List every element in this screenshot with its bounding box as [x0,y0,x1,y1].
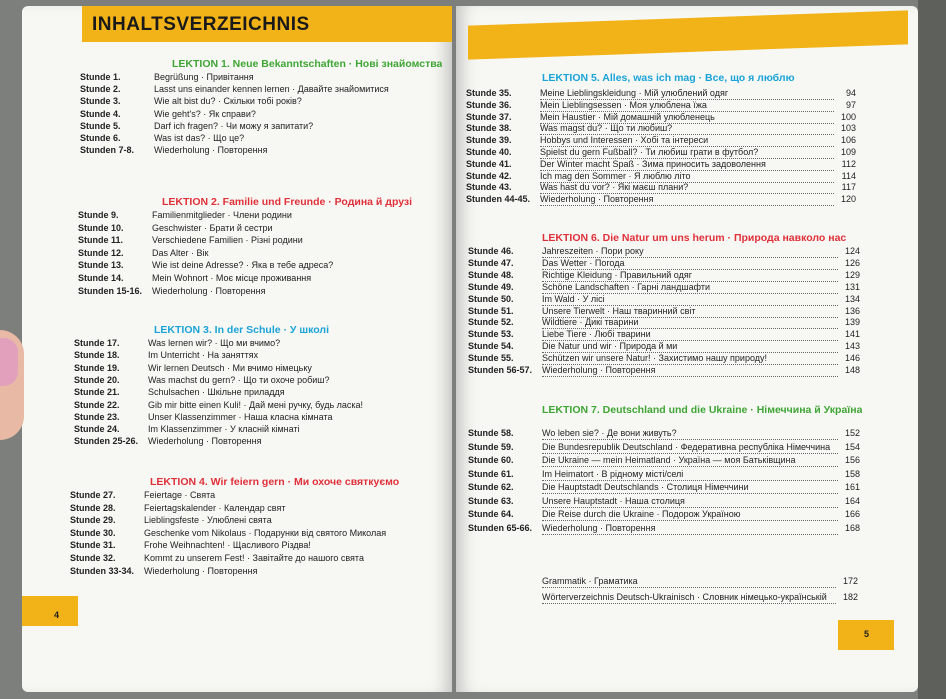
toc-entry-page: 117 [841,182,856,193]
toc-entry-label: Stunde 12. [78,247,124,258]
toc-entry-label: Stunde 51. [468,305,514,316]
toc-entry [80,145,440,156]
toc-entry [80,121,440,132]
toc-entry-title: Wiederholung · Повторення [148,436,262,447]
toc-entry-title: Gib mir bitte einen Kuli! · Дай мені ручку, будь ласка! [148,399,364,410]
toc-entry-page: 168 [844,522,860,533]
toc-entry-label: Stunde 43. [466,182,512,193]
toc-entry [468,258,860,269]
toc-entry-title: Frohe Weihnachten! · Щасливого Різдва! [144,540,311,551]
toc-entry-title: Hobbys und Interessen · Хобі та інтереси [540,135,834,147]
toc-entry-title: Grammatik · Граматика [542,576,836,588]
toc-entry-title: Schulsachen · Шкільне приладдя [148,387,285,398]
toc-entry [74,412,434,423]
toc-entry-label: Stunde 40. [466,147,512,157]
toc-entry-label: Stunde 36. [466,99,512,110]
toc-entry-label: Stunde 18. [74,350,120,361]
toc-entry-title: Was hast du vor? · Які маєш плани? [540,182,834,194]
toc-entry-title: Im Heimatort · В рідному місті/селі [542,469,838,481]
toc-entry [468,270,860,281]
toc-entry-page: 156 [844,455,860,465]
toc-entry-title: Wir lernen Deutsch · Ми вчимо німецьку [148,362,312,373]
toc-entry [466,112,856,123]
toc-entry [468,306,860,317]
toc-entry [80,72,440,83]
lesson-heading: LEKTION 3. In der Schule · У школі [154,324,329,336]
toc-entry-title: Das Alter · Вік [152,247,209,258]
toc-entry-title: Wo leben sie? · Де вони живуть? [542,428,838,440]
toc-entry-title: Richtige Kleidung · Правильний одяг [542,270,838,282]
toc-entry-title: Wiederholung · Повторення [152,285,266,296]
toc-entry-page: 182 [842,592,858,602]
toc-entry [468,428,860,439]
toc-entry-title: Jahreszeiten · Пори року [542,246,838,258]
toc-entry-page: 141 [844,329,860,340]
toc-entry-title: Wie ist deine Adresse? · Яка в тебе адреса? [152,260,334,271]
toc-entry-label: Stunde 11. [78,235,124,246]
toc-entry [78,248,434,259]
toc-entry-page: 124 [844,246,860,256]
toc-entry [466,171,856,182]
toc-entry-label: Stunde 47. [468,257,514,268]
toc-entry [468,246,860,257]
toc-entry [78,235,434,246]
toc-entry-label: Stunde 27. [70,490,116,500]
toc-entry-title: Feiertage · Свята [144,490,216,500]
toc-entry-label: Stunde 63. [468,495,514,506]
toc-entry-title: Unser Klassenzimmer · Наша класна кімната [148,411,333,422]
toc-entry-label: Stunde 3. [80,96,121,107]
toc-entry [468,523,860,534]
toc-entry-label: Stunde 60. [468,455,514,465]
toc-entry [78,273,434,284]
toc-entry-title: Liebe Tiere · Любі тварини [542,329,838,341]
lesson-heading: LEKTION 5. Alles, was ich mag · Все, що я люблю [542,72,795,84]
toc-entry-label: Stunden 33-34. [70,565,135,576]
toc-entry-label: Stunde 30. [70,527,116,538]
toc-entry [468,353,860,364]
toc-entry-page: 120 [840,194,856,205]
toc-entry-label: Stunden 44-45. [466,194,531,205]
toc-entry [468,317,860,328]
lesson-heading: LEKTION 6. Die Natur um uns herum · Природа навколо нас [542,232,847,244]
toc-entry-page: 164 [844,495,860,506]
toc-entry-label: Stunde 29. [70,515,116,526]
toc-entry [468,482,860,493]
toc-entry-title: Lasst uns einander kennen lernen · Давайте знайомитися [154,84,389,95]
toc-entry [468,469,860,480]
toc-entry-label: Stunde 41. [466,158,512,169]
toc-entry-label: Stunden 15-16. [78,285,143,296]
toc-entry-page: 139 [844,317,860,328]
toc-entry-title: Geschwister · Брати й сестри [152,222,273,233]
toc-entry [466,147,856,158]
toc-entry-title: Unsere Tierwelt · Наш тваринний світ [542,306,838,318]
toc-entry [466,194,856,205]
toc-entry-label: Stunde 55. [468,353,514,364]
toc-entry-label: Stunde 31. [70,540,116,551]
toc-entry-title: Was lernen wir? · Що ми вчимо? [148,338,281,348]
toc-entry-title: Wiederholung · Повторення [542,523,838,535]
toc-entry-page: 146 [844,353,860,364]
toc-entry-label: Stunde 58. [468,428,514,438]
toc-entry-page: 114 [841,170,856,181]
toc-entry [468,294,860,305]
toc-entry-label: Stunde 32. [70,553,116,563]
toc-entry [80,96,440,107]
toc-entry-label: Stunde 5. [80,120,121,131]
toc-entry-label: Stunde 39. [466,135,512,146]
toc-entry [466,100,856,111]
toc-entry [468,455,860,466]
toc-entry [78,260,434,271]
toc-entry-title: Geschenke vom Nikolaus · Подарунки від святого Миколая [144,527,387,538]
toc-entry-page: 166 [844,509,860,519]
toc-entry-label: Stunde 6. [80,133,121,143]
toc-entry-page: 103 [840,123,856,134]
toc-entry [74,375,434,386]
toc-entry-label: Stunde 38. [466,123,512,134]
left-page [22,6,452,692]
lesson-heading: LEKTION 7. Deutschland und die Ukraine · Німеччина й Україна [542,404,863,416]
toc-entry [74,400,434,411]
toc-entry-label: Stunde 28. [70,502,116,513]
toc-entry-label: Stunde 64. [468,509,514,519]
toc-entry-label: Stunde 61. [468,468,514,479]
toc-entry [70,515,428,526]
toc-entry [542,576,858,587]
toc-entry [468,329,860,340]
toc-entry-label: Stunde 2. [80,84,121,95]
toc-entry-title: Begrüßung · Привітання [154,72,254,82]
toc-entry-label: Stunde 35. [466,88,512,98]
toc-entry-title: Die Natur und wir · Природа й ми [542,341,838,353]
toc-entry-title: Mein Haustier · Мій домашній улюбленець [540,112,834,124]
lesson-heading: LEKTION 4. Wir feiern gern · Ми охоче святкуємо [150,476,400,488]
toc-entry-label: Stunde 48. [468,269,514,280]
toc-entry-label: Stunde 62. [468,482,514,492]
toc-entry-label: Stunde 19. [74,362,120,373]
toc-entry-page: 143 [844,341,860,352]
toc-entry-title: Der Winter macht Spaß · Зима приносить задоволення [540,159,834,171]
toc-entry-title: Lieblingsfeste · Улюблені свята [144,515,272,526]
toc-entry-label: Stunden 7-8. [80,145,135,156]
toc-entry [468,442,860,453]
toc-entry [542,592,858,603]
toc-entry-title: Die Ukraine — mein Heimatland · Україна — моя Батьківщина [542,455,838,467]
toc-entry-title: Wie geht's? · Як справи? [154,108,256,119]
toc-entry-title: Wildtiere · Дикі тварини [542,317,838,329]
toc-entry [74,436,434,447]
toc-entry-label: Stunde 23. [74,411,120,422]
toc-entry-title: Die Bundesrepublik Deutschland · Федеративна республіка Німеччина [542,442,838,454]
toc-entry-page: 112 [841,158,856,169]
toc-entry-page: 97 [845,99,856,110]
toc-entry [78,210,434,221]
toc-entry-title: Ich mag den Sommer · Я люблю літо [540,171,834,183]
toc-entry-title: Wiederholung · Повторення [144,565,258,576]
toc-entry-label: Stunde 37. [466,111,512,122]
toc-entry-label: Stunde 20. [74,374,120,385]
fingernail [0,338,18,386]
toc-entry-label: Stunde 1. [80,72,121,82]
toc-entry [70,490,428,501]
toc-entry-label: Stunde 46. [468,246,514,256]
toc-entry-title: Darf ich fragen? · Чи можу я запитати? [154,120,314,131]
toc-entry-page: 131 [844,281,860,292]
toc-entry-label: Stunde 13. [78,260,124,271]
toc-entry-label: Stunde 24. [74,424,120,435]
toc-entry [468,496,860,507]
toc-entry-page: 148 [844,365,860,375]
toc-entry-label: Stunde 9. [78,210,119,220]
toc-entry-title: Feiertagskalender · Календар свят [144,502,286,513]
left-corner-tab [22,596,78,626]
toc-entry-page: 172 [842,576,858,586]
toc-entry-title: Was ist das? · Що це? [154,133,245,143]
toc-entry-label: Stunde 22. [74,399,120,410]
toc-entry [466,88,856,99]
right-title-bar [468,10,908,59]
toc-entry [466,182,856,193]
toc-entry-title: Die Hauptstadt Deutschlands · Столиця Німеччини [542,482,838,494]
toc-entry-page: 152 [844,428,860,438]
toc-entry-title: Im Wald · У лісі [542,294,838,306]
toc-entry [70,503,428,514]
toc-entry-label: Stunde 54. [468,341,514,352]
toc-entry-label: Stunde 53. [468,329,514,340]
left-page-number: 4 [54,610,60,620]
toc-entry [80,133,440,144]
toc-entry-page: 100 [840,111,856,122]
toc-entry-title: Mein Wohnort · Моє місце проживання [152,273,312,283]
toc-entry-title: Was machst du gern? · Що ти охоче робиш? [148,374,330,385]
toc-entry-title: Im Unterricht · На заняттях [148,350,259,361]
toc-entry-label: Stunde 59. [468,441,514,452]
toc-entry [74,387,434,398]
toc-entry-title: Schöne Landschaften · Гарні ландшафти [542,282,838,294]
toc-entry-title: Kommt zu unserem Fest! · Завітайте до нашого свята [144,553,364,563]
toc-entry-title: Verschiedene Familien · Різні родини [152,235,303,246]
toc-entry-label: Stunde 49. [468,281,514,292]
toc-entry [466,135,856,146]
toc-entry-page: 106 [840,135,856,146]
toc-entry-title: Im Klassenzimmer · У класній кімнаті [148,424,300,435]
toc-entry-page: 136 [844,305,860,316]
toc-entry [466,123,856,134]
toc-entry [80,84,440,95]
toc-entry-label: Stunde 52. [468,317,514,328]
toc-entry-label: Stunde 17. [74,338,120,348]
toc-entry [78,286,434,297]
toc-entry-title: Unsere Hauptstadt · Наша столиця [542,496,838,508]
toc-entry-title: Wiederholung · Повторення [154,145,268,156]
right-page-number: 5 [864,629,870,639]
toc-entry-title: Meine Lieblingskleidung · Мій улюблений одяг [540,88,834,100]
toc-entry [74,363,434,374]
toc-entry [468,282,860,293]
toc-entry-label: Stunde 4. [80,108,121,119]
toc-entry-title: Wörterverzeichnis Deutsch-Ukrainisch · Словник німецько-українській [542,592,836,604]
toc-entry [74,424,434,435]
toc-entry-page: 158 [844,468,860,479]
toc-entry-label: Stunde 14. [78,273,124,283]
toc-entry [70,566,428,577]
toc-entry-title: Die Reise durch die Ukraine · Подорож Україною [542,509,838,521]
toc-entry-page: 134 [844,293,860,304]
toc-entry-page: 161 [844,482,860,492]
toc-entry-title: Mein Lieblingsessen · Моя улюблена їжа [540,100,834,112]
toc-entry-page: 129 [844,269,860,280]
toc-entry-title: Wie alt bist du? · Скільки тобі років? [154,96,302,107]
toc-entry [466,159,856,170]
toc-entry-page: 126 [844,257,860,268]
toc-entry-title: Wiederholung · Повторення [542,365,838,377]
page-title: INHALTSVERZEICHNIS [92,14,310,35]
toc-entry-title: Spielst du gern Fußball? · Ти любиш грати в футбол? [540,147,834,159]
toc-entry [74,350,434,361]
toc-entry-title: Das Wetter · Погода [542,258,838,270]
toc-entry [70,540,428,551]
toc-entry [70,553,428,564]
toc-entry-title: Familienmitglieder · Члени родини [152,210,292,220]
toc-entry [468,341,860,352]
toc-entry [74,338,434,349]
toc-entry [80,109,440,120]
toc-entry-label: Stunden 56-57. [468,365,533,375]
toc-entry [78,223,434,234]
toc-entry-page: 94 [845,88,856,98]
toc-entry-page: 109 [840,147,856,157]
lesson-heading: LEKTION 2. Familie und Freunde · Родина й друзі [162,196,413,208]
toc-entry-label: Stunde 42. [466,170,512,181]
toc-entry [70,528,428,539]
toc-entry-label: Stunden 25-26. [74,436,139,447]
toc-entry-label: Stunden 65-66. [468,522,533,533]
toc-entry-title: Wiederholung · Повторення [540,194,834,206]
right-page [456,6,918,692]
background-edge [918,0,946,699]
toc-entry [468,509,860,520]
toc-entry-title: Schützen wir unsere Natur! · Захистимо нашу природу! [542,353,838,365]
lesson-heading: LEKTION 1. Neue Bekanntschaften · Нові знайомства [172,58,443,70]
toc-entry-label: Stunde 21. [74,387,120,398]
toc-entry-page: 154 [844,441,860,452]
toc-entry-label: Stunde 50. [468,293,514,304]
toc-entry [468,365,860,376]
toc-entry-title: Was magst du? · Що ти любиш? [540,123,834,135]
toc-entry-label: Stunde 10. [78,222,124,233]
